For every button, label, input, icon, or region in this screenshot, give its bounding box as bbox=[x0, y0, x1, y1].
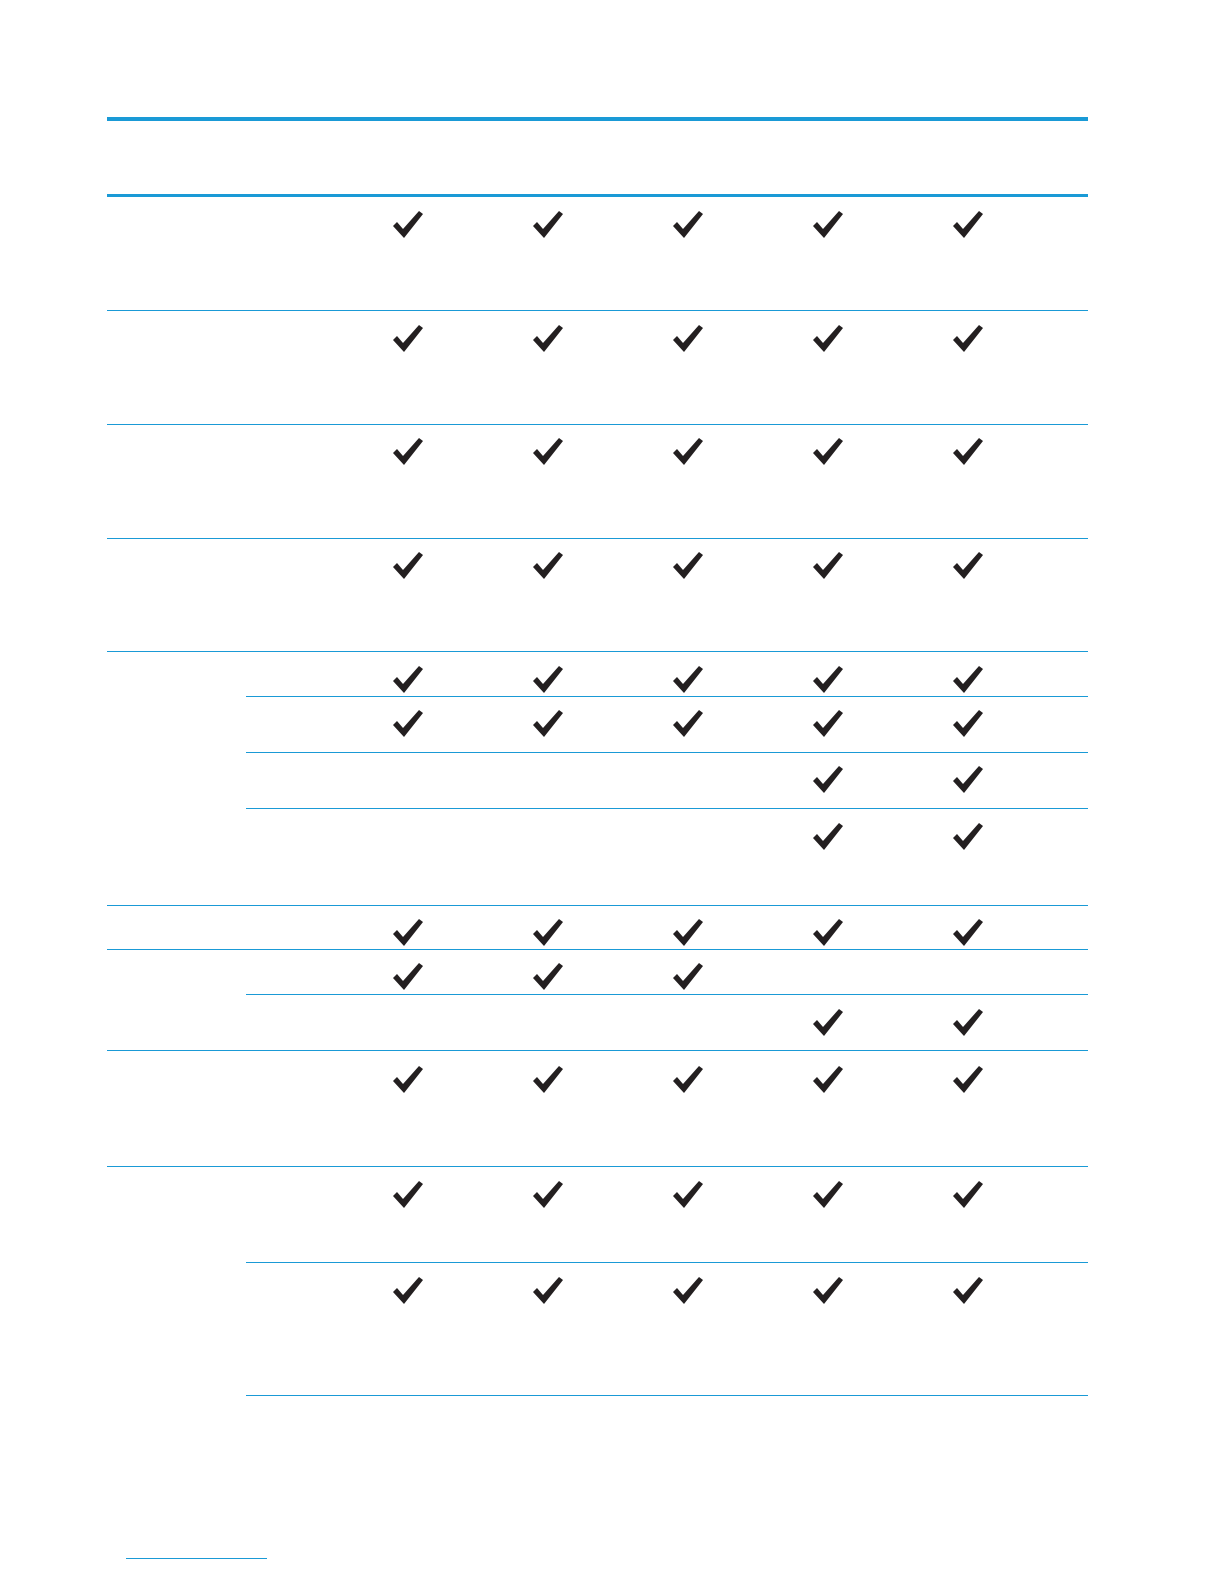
checkmark-icon bbox=[952, 1008, 984, 1038]
checkmark-icon bbox=[532, 918, 564, 948]
checkmark-icon bbox=[392, 437, 424, 467]
checkmark-icon bbox=[532, 437, 564, 467]
checkmark-icon bbox=[952, 665, 984, 695]
checkmark-icon bbox=[952, 551, 984, 581]
checkmark-icon bbox=[812, 765, 844, 795]
row-divider bbox=[107, 424, 1088, 425]
footer-link-underline[interactable] bbox=[126, 1558, 267, 1559]
checkmark-icon bbox=[952, 324, 984, 354]
checkmark-icon bbox=[392, 1276, 424, 1306]
row-divider bbox=[107, 538, 1088, 539]
row-divider bbox=[246, 808, 1088, 809]
checkmark-icon bbox=[532, 324, 564, 354]
table-header-top-rule bbox=[107, 117, 1088, 121]
table-header-bottom-rule bbox=[107, 194, 1088, 197]
row-divider bbox=[107, 651, 1088, 652]
checkmark-icon bbox=[672, 918, 704, 948]
checkmark-icon bbox=[812, 437, 844, 467]
checkmark-icon bbox=[952, 1065, 984, 1095]
checkmark-icon bbox=[672, 709, 704, 739]
checkmark-icon bbox=[812, 324, 844, 354]
row-divider bbox=[246, 994, 1088, 995]
row-divider bbox=[107, 310, 1088, 311]
checkmark-icon bbox=[672, 551, 704, 581]
checkmark-icon bbox=[812, 1008, 844, 1038]
checkmark-icon bbox=[672, 962, 704, 992]
row-divider bbox=[246, 752, 1088, 753]
row-divider bbox=[246, 1395, 1088, 1396]
checkmark-icon bbox=[952, 1276, 984, 1306]
checkmark-icon bbox=[532, 210, 564, 240]
checkmark-icon bbox=[812, 551, 844, 581]
checkmark-icon bbox=[392, 709, 424, 739]
checkmark-icon bbox=[812, 822, 844, 852]
checkmark-icon bbox=[672, 1276, 704, 1306]
row-divider bbox=[107, 949, 1088, 950]
checkmark-icon bbox=[532, 709, 564, 739]
checkmark-icon bbox=[812, 665, 844, 695]
checkmark-icon bbox=[812, 210, 844, 240]
checkmark-icon bbox=[952, 437, 984, 467]
checkmark-icon bbox=[392, 324, 424, 354]
checkmark-icon bbox=[952, 1180, 984, 1210]
checkmark-icon bbox=[392, 210, 424, 240]
checkmark-icon bbox=[392, 551, 424, 581]
checkmark-icon bbox=[532, 962, 564, 992]
row-divider bbox=[107, 1166, 1088, 1167]
checkmark-icon bbox=[812, 1276, 844, 1306]
checkmark-icon bbox=[532, 551, 564, 581]
checkmark-icon bbox=[812, 1180, 844, 1210]
checkmark-icon bbox=[672, 324, 704, 354]
checkmark-icon bbox=[532, 1180, 564, 1210]
row-divider bbox=[107, 1050, 1088, 1051]
checkmark-icon bbox=[672, 665, 704, 695]
checkmark-icon bbox=[952, 210, 984, 240]
checkmark-icon bbox=[392, 665, 424, 695]
checkmark-icon bbox=[952, 822, 984, 852]
row-divider bbox=[246, 696, 1088, 697]
checkmark-icon bbox=[392, 918, 424, 948]
checkmark-icon bbox=[672, 210, 704, 240]
checkmark-icon bbox=[952, 918, 984, 948]
checkmark-icon bbox=[812, 1065, 844, 1095]
checkmark-icon bbox=[672, 437, 704, 467]
checkmark-icon bbox=[812, 709, 844, 739]
row-divider bbox=[246, 1262, 1088, 1263]
checkmark-icon bbox=[952, 765, 984, 795]
checkmark-icon bbox=[532, 1276, 564, 1306]
checkmark-icon bbox=[392, 1180, 424, 1210]
checkmark-icon bbox=[392, 1065, 424, 1095]
checkmark-icon bbox=[952, 709, 984, 739]
checkmark-icon bbox=[672, 1065, 704, 1095]
checkmark-icon bbox=[532, 665, 564, 695]
row-divider bbox=[107, 905, 1088, 906]
checkmark-icon bbox=[812, 918, 844, 948]
checkmark-icon bbox=[532, 1065, 564, 1095]
checkmark-icon bbox=[392, 962, 424, 992]
checkmark-icon bbox=[672, 1180, 704, 1210]
